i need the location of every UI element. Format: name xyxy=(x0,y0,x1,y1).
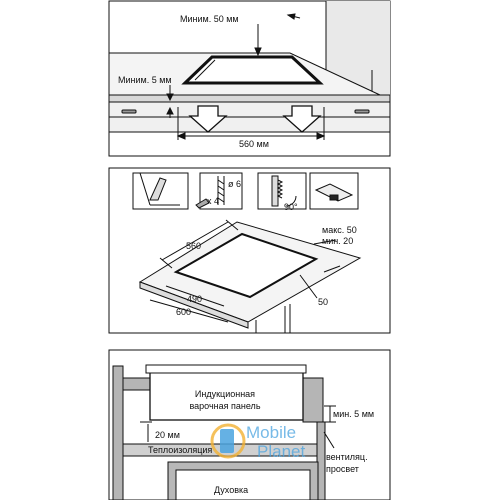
gap-20mm-label: 20 мм xyxy=(155,430,180,440)
hob-label-line2: варочная панель xyxy=(189,401,261,411)
min-5mm-label: Миним. 5 мм xyxy=(118,75,172,85)
dim-50-label: 50 xyxy=(318,297,329,307)
min-5mm-side-label: мин. 5 мм xyxy=(333,409,375,419)
max-50-label: макс. 50 xyxy=(322,225,357,235)
watermark-line2: Planet xyxy=(257,442,306,461)
oven-label: Духовка xyxy=(214,485,249,495)
watermark-line1: Mobile xyxy=(246,423,297,442)
watermark-logo xyxy=(206,421,250,461)
min-50mm-label: Миним. 50 мм xyxy=(180,14,239,24)
vent-label-line1: вентиляц. xyxy=(326,452,368,462)
worktop-edge xyxy=(109,95,390,102)
drill-diameter-label: ø 6 xyxy=(228,179,242,189)
width-560mm-label: 560 мм xyxy=(239,139,269,149)
insulation-label: Теплоизоляция xyxy=(148,445,213,455)
screws-count-label: x 4 xyxy=(207,196,220,206)
dim-600-label: 600 xyxy=(176,307,192,317)
vent-label-line2: просвет xyxy=(326,464,359,474)
cabinet-wall-left xyxy=(113,366,123,500)
dim-490-label: 490 xyxy=(187,294,203,304)
dim-560-label: 560 xyxy=(186,241,202,251)
hob-label-line1: Индукционная xyxy=(194,389,256,399)
phone-icon xyxy=(206,421,250,461)
min-20-label: мин. 20 xyxy=(322,236,354,246)
angle-90-label: 90° xyxy=(284,202,298,212)
panel-2-fixing xyxy=(109,168,390,333)
